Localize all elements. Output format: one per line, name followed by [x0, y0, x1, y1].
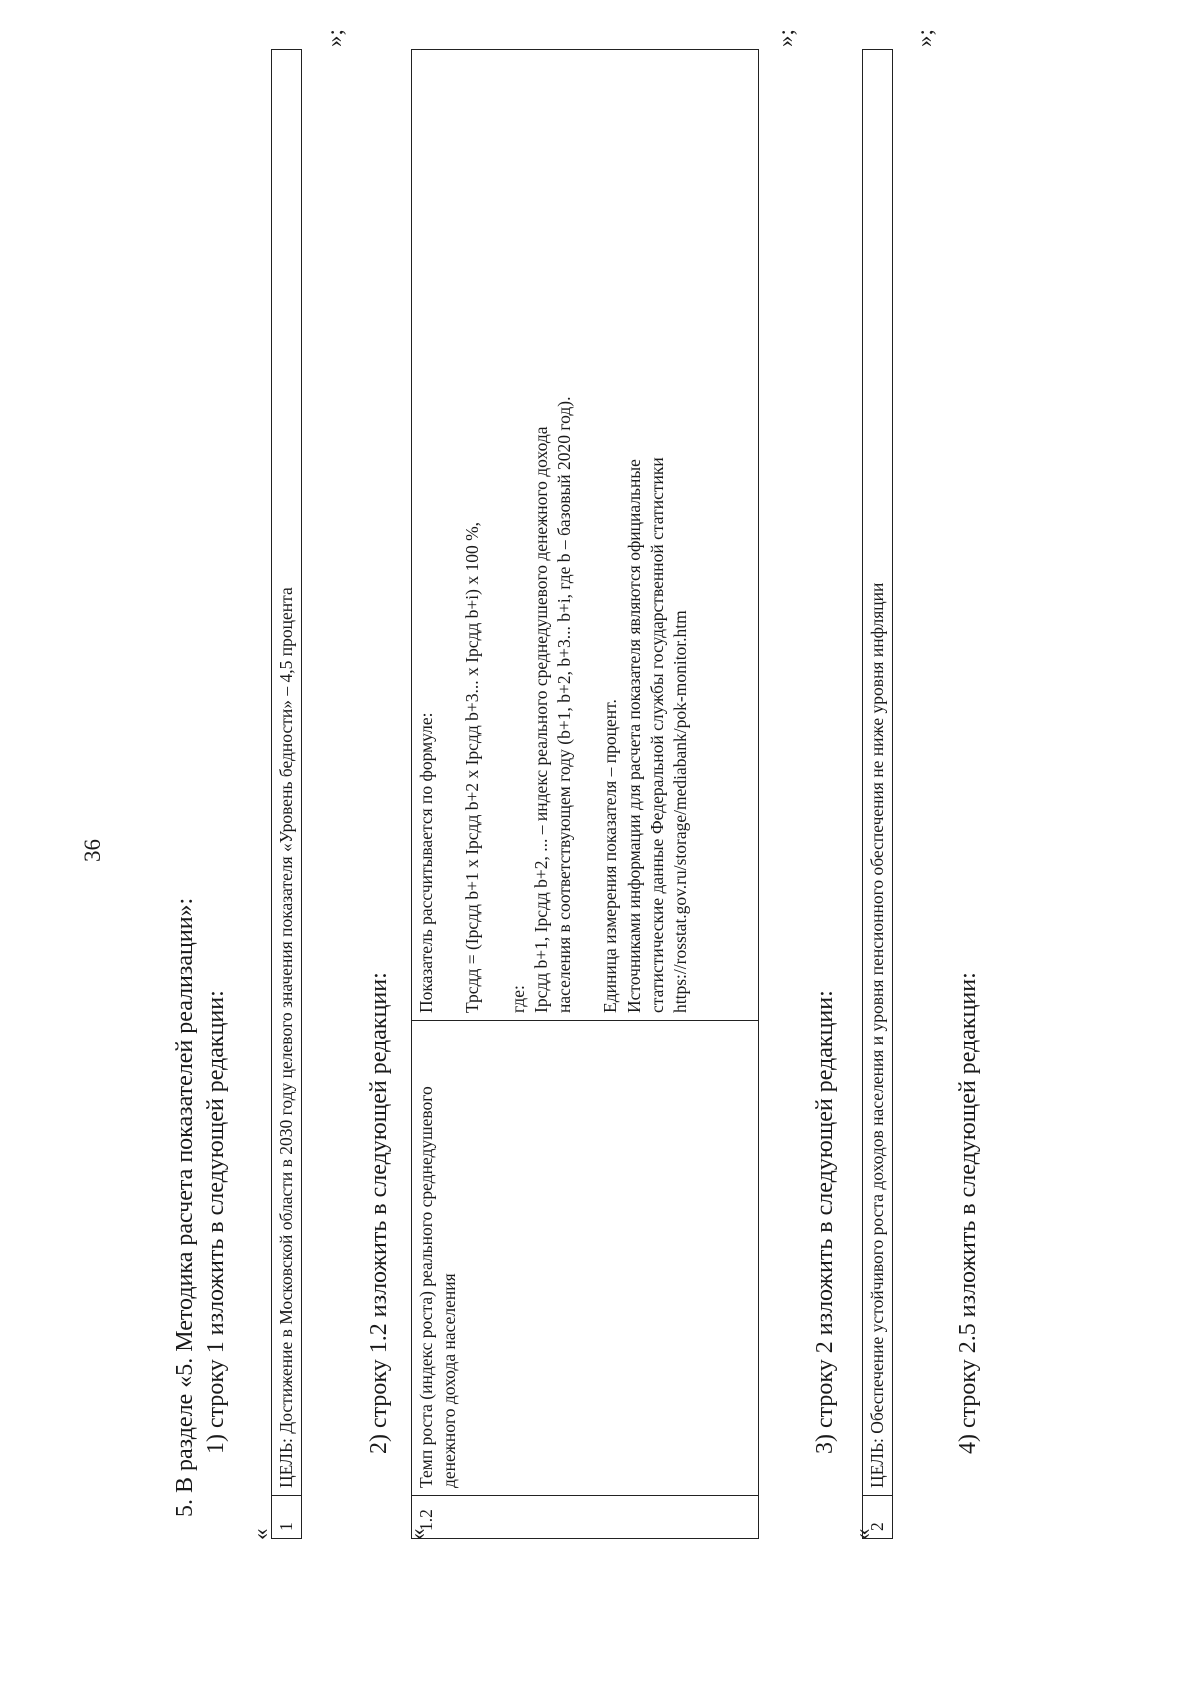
formula-line: Трсдд = (Iрсдд b+1 x Iрсдд b+2 x Iрсдд b+3... x Iрсдд b+i) x 100 %, — [462, 521, 483, 1013]
instruction-2: 2) строку 1.2 изложить в следующей редакции: — [366, 972, 392, 1454]
instruction-3: 3) строку 2 изложить в следующей редакции: — [812, 990, 838, 1454]
table-row-1 — [271, 49, 302, 1539]
calculation-method — [412, 50, 759, 1021]
goal-text: ЦЕЛЬ: Обеспечение устойчивого роста доходов населения и уровня пенсионного обеспечения не ниже уровня инфляции — [863, 50, 893, 1496]
method-line: где: — [508, 985, 529, 1013]
method-line: статистические данные Федеральной службы государственной статистики — [646, 457, 667, 1013]
table-row-2 — [862, 49, 893, 1539]
method-line: Единица измерения показателя – процент. — [600, 699, 621, 1013]
indicator-name-line: Темп роста (индекс роста) реального среднедушевого — [416, 1086, 436, 1488]
page-number: 36 — [80, 839, 105, 862]
method-line: Источниками информации для расчета показателя являются официальные — [623, 459, 644, 1013]
method-line: Показатель рассчитывается по формуле: — [416, 712, 436, 1013]
indicator-name-line: денежного дохода населения — [439, 1273, 460, 1488]
close-quote-3: »; — [912, 29, 937, 47]
close-quote-2: »; — [773, 29, 798, 47]
row-number: 2 — [863, 1496, 893, 1539]
source-link[interactable]: https://rosstat.gov.ru/storage/mediabank/pok-monitor.htm — [669, 610, 690, 1013]
indicator-name — [412, 1021, 759, 1496]
goal-text: ЦЕЛЬ: Достижение в Московской области в 2030 году целевого значения показателя «Уровень бедности» – 4,5 процента — [272, 50, 302, 1496]
section-heading: 5. В разделе «5. Методика расчета показателей реализации»: — [172, 897, 198, 1517]
method-line: населения в соответствующем году (b+1, b+2, b+3... b+i, где b – базовый 2020 год). — [554, 396, 575, 1013]
instruction-4: 4) строку 2.5 изложить в следующей редакции: — [955, 972, 981, 1454]
close-quote-1: »; — [322, 29, 347, 47]
open-quote-3: « — [850, 1528, 875, 1540]
row-number: 1.2 — [412, 1496, 759, 1539]
row-number: 1 — [272, 1496, 302, 1539]
instruction-1: 1) строку 1 изложить в следующей редакции: — [203, 990, 229, 1454]
table-row-1-2 — [411, 49, 759, 1539]
open-quote-1: « — [248, 1528, 273, 1540]
open-quote-2: « — [405, 1528, 430, 1540]
method-line: Iрсдд b+1, Iрсдд b+2, ... – индекс реального среднедушевого денежного дохода — [531, 426, 552, 1013]
